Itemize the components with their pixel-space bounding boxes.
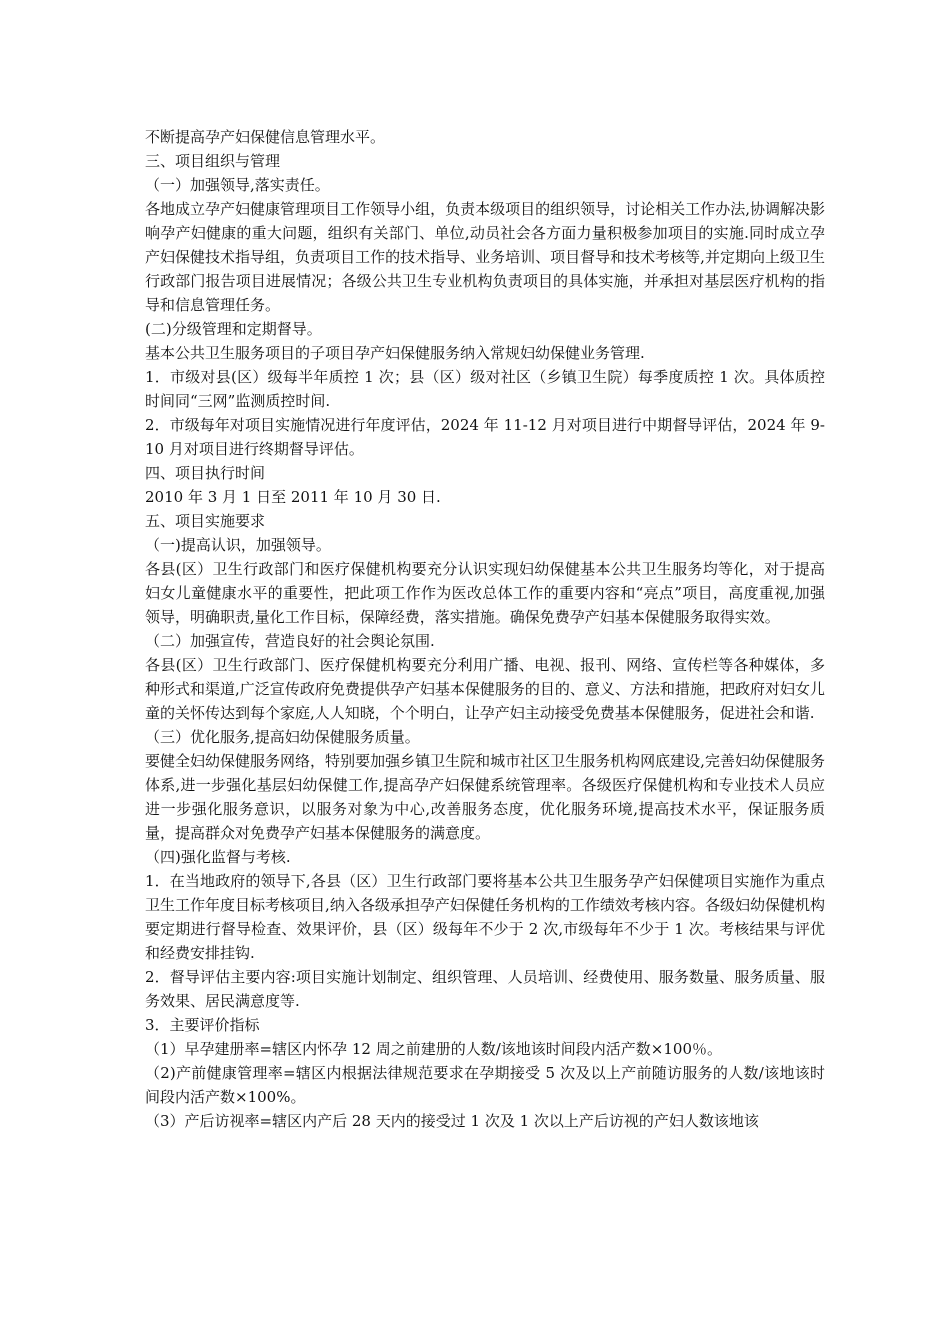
subsection-heading: （一)提高认识，加强领导。 <box>145 536 331 554</box>
list-item: 1．在当地政府的领导下,各县（区）卫生行政部门要将基本公共卫生服务孕产妇保健项目实施作为重点卫生工作年度目标考核项目,纳入各级承担孕产妇保健任务机构的工作绩效考核内容。各级妇幼保健机构要定期进行督导检查、效果评价，县（区）级每年不少于 2 次,市级每年不少于 1 次。考核结果与评优和经费安排挂钩. <box>145 872 825 962</box>
indicator-item: （1）早孕建册率=辖区内怀孕 12 周之前建册的人数/该地该时间段内活产数×100％。 <box>145 1040 722 1058</box>
paragraph: 各县(区）卫生行政部门、医疗保健机构要充分利用广播、电视、报刊、网络、宣传栏等各种媒体，多种形式和渠道,广泛宣传政府免费提供孕产妇基本保健服务的目的、意义、方法和措施，把政府对妇女儿童的关怀传达到每个家庭,人人知晓，个个明白，让孕产妇主动接受免费基本保健服务，促进社会和谐. <box>145 656 825 722</box>
list-item: 2．市级每年对项目实施情况进行年度评估，2024 年 11-12 月对项目进行中期督导评估，2024 年 9-10 月对项目进行终期督导评估。 <box>145 416 825 458</box>
paragraph: 基本公共卫生服务项目的子项目孕产妇保健服务纳入常规妇幼保健业务管理. <box>145 344 645 362</box>
paragraph: 要健全妇幼保健服务网络，特别要加强乡镇卫生院和城市社区卫生服务机构网底建设,完善妇幼保健服务体系,进一步强化基层妇幼保健工作,提高孕产妇保健系统管理率。各级医疗保健机构和专业技术人员应进一步强化服务意识，以服务对象为中心,改善服务态度，优化服务环境,提高技术水平，保证服务质量，提高群众对免费孕产妇基本保健服务的满意度。 <box>145 752 825 842</box>
indicator-item: （3）产后访视率=辖区内产后 28 天内的接受过 1 次及 1 次以上产后访视的产妇人数该地该 <box>145 1112 759 1130</box>
document-body <box>145 125 825 1133</box>
section-heading: 四、项目执行时间 <box>145 464 266 482</box>
indicator-item: （2)产前健康管理率=辖区内根据法律规范要求在孕期接受 5 次及以上产前随访服务的人数/该地该时间段内活产数×100%。 <box>145 1064 825 1106</box>
list-item: 3．主要评价指标 <box>145 1016 260 1034</box>
paragraph: 2010 年 3 月 1 日至 2011 年 10 月 30 日. <box>145 488 441 506</box>
paragraph: 不断提高孕产妇保健信息管理水平。 <box>145 128 386 146</box>
paragraph: 各地成立孕产妇健康管理项目工作领导小组，负责本级项目的组织领导，讨论相关工作办法,协调解决影响孕产妇健康的重大问题，组织有关部门、单位,动员社会各方面力量积极参加项目的实施.同时成立孕产妇保健技术指导组，负责项目工作的技术指导、业务培训、项目督导和技术考核等,并定期向上级卫生行政部门报告项目进展情况；各级公共卫生专业机构负责项目的具体实施，并承担对基层医疗机构的指导和信息管理任务。 <box>145 200 825 314</box>
section-heading: 五、项目实施要求 <box>145 512 266 530</box>
list-item: 2．督导评估主要内容:项目实施计划制定、组织管理、人员培训、经费使用、服务数量、服务质量、服务效果、居民满意度等. <box>145 968 825 1010</box>
paragraph: 各县(区）卫生行政部门和医疗保健机构要充分认识实现妇幼保健基本公共卫生服务均等化，对于提高妇女儿童健康水平的重要性，把此项工作作为医改总体工作的重要内容和“亮点”项目，高度重视,加强领导，明确职责,量化工作目标，保障经费，落实措施。确保免费孕产妇基本保健服务取得实效。 <box>145 560 825 626</box>
subsection-heading: （三）优化服务,提高妇幼保健服务质量。 <box>145 728 420 746</box>
subsection-heading: （一）加强领导,落实责任。 <box>145 176 330 194</box>
list-item: 1．市级对县(区）级每半年质控 1 次；县（区）级对社区（乡镇卫生院）每季度质控 1 次。具体质控时间同“三网”监测质控时间. <box>145 368 825 410</box>
subsection-heading: （二）加强宣传，营造良好的社会舆论氛围. <box>145 632 435 650</box>
subsection-heading: (二)分级管理和定期督导。 <box>145 320 322 338</box>
section-heading: 三、项目组织与管理 <box>145 152 281 170</box>
subsection-heading: （四)强化监督与考核. <box>145 848 291 866</box>
